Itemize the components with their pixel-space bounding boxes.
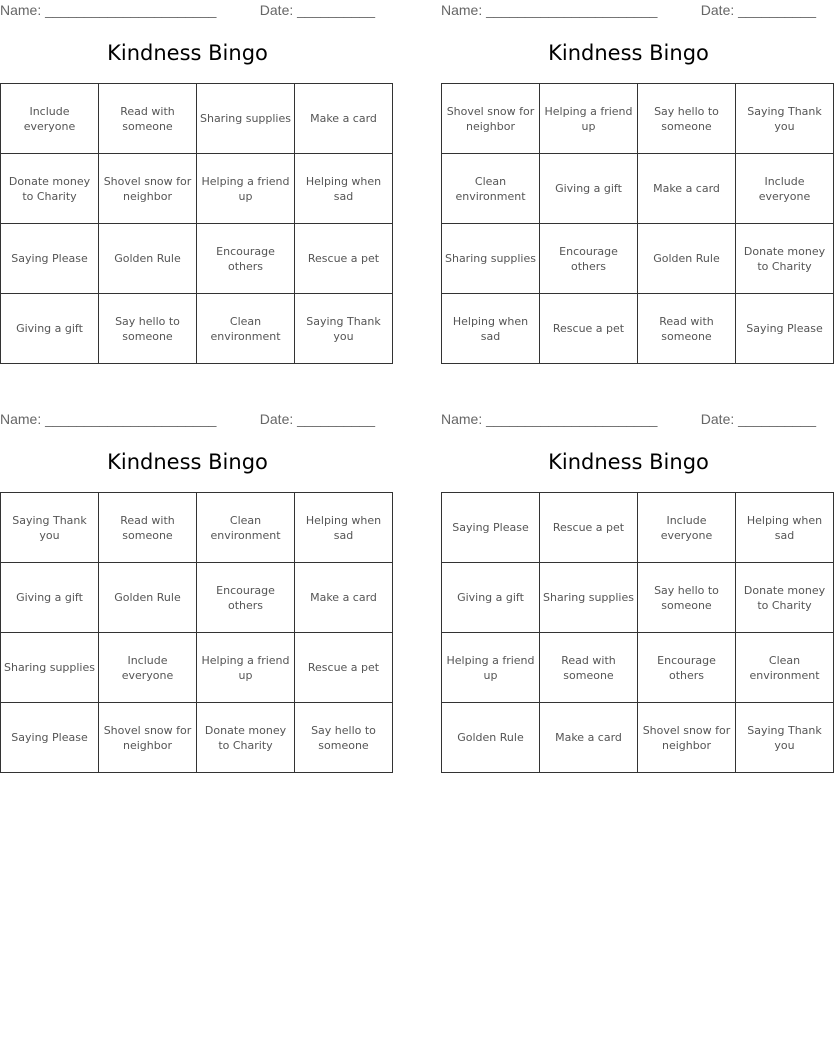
- bingo-cell: Rescue a pet: [295, 224, 393, 294]
- grid-row: [1, 154, 393, 224]
- grid-row: [442, 633, 834, 703]
- bingo-cell: Clean environment: [736, 633, 834, 703]
- grid-row: [1, 633, 393, 703]
- bingo-cell: Shovel snow for neighbor: [638, 703, 736, 773]
- grid-row: [1, 224, 393, 294]
- bingo-cell: Encourage others: [197, 563, 295, 633]
- bingo-cell: Include everyone: [99, 633, 197, 703]
- bingo-cell: Encourage others: [540, 224, 638, 294]
- bingo-cell: Sharing supplies: [540, 563, 638, 633]
- grid-row: [442, 493, 834, 563]
- bingo-cell: Say hello to someone: [99, 294, 197, 364]
- grid-row: [442, 224, 834, 294]
- bingo-cell: Helping when sad: [295, 154, 393, 224]
- bingo-cell: Read with someone: [540, 633, 638, 703]
- bingo-cell: Donate money to Charity: [736, 224, 834, 294]
- bingo-cell: Say hello to someone: [295, 703, 393, 773]
- bingo-cell: Encourage others: [197, 224, 295, 294]
- bingo-cell: Include everyone: [736, 154, 834, 224]
- card-title: Kindness Bingo: [107, 450, 268, 474]
- bingo-cell: Read with someone: [638, 294, 736, 364]
- bingo-cell: Sharing supplies: [197, 84, 295, 154]
- name-field-label: Name: ______________________: [0, 411, 217, 427]
- bingo-cell: Donate money to Charity: [736, 563, 834, 633]
- bingo-grid: [0, 492, 393, 773]
- bingo-cell: Make a card: [638, 154, 736, 224]
- bingo-cell: Rescue a pet: [540, 294, 638, 364]
- bingo-cell: Shovel snow for neighbor: [99, 703, 197, 773]
- grid-row: [1, 84, 393, 154]
- card-header: [441, 411, 816, 429]
- grid-row: [442, 563, 834, 633]
- bingo-cell: Saying Thank you: [1, 493, 99, 563]
- card-header: [441, 2, 816, 20]
- bingo-cell: Helping when sad: [295, 493, 393, 563]
- bingo-cell: Golden Rule: [638, 224, 736, 294]
- card-title: Kindness Bingo: [548, 41, 709, 65]
- bingo-cell: Saying Thank you: [295, 294, 393, 364]
- bingo-cell: Shovel snow for neighbor: [99, 154, 197, 224]
- bingo-cell: Encourage others: [638, 633, 736, 703]
- grid-row: [1, 493, 393, 563]
- bingo-cell: Helping a friend up: [197, 633, 295, 703]
- bingo-cell: Sharing supplies: [442, 224, 540, 294]
- card-title: Kindness Bingo: [548, 450, 709, 474]
- bingo-cell: Clean environment: [442, 154, 540, 224]
- card-header: [0, 2, 375, 20]
- bingo-cell: Golden Rule: [442, 703, 540, 773]
- card-header: [0, 411, 375, 429]
- bingo-cell: Sharing supplies: [1, 633, 99, 703]
- bingo-cell: Giving a gift: [540, 154, 638, 224]
- bingo-cell: Rescue a pet: [295, 633, 393, 703]
- bingo-cell: Make a card: [295, 563, 393, 633]
- bingo-cell: Golden Rule: [99, 224, 197, 294]
- grid-row: [1, 703, 393, 773]
- bingo-cell: Donate money to Charity: [197, 703, 295, 773]
- bingo-cell: Read with someone: [99, 84, 197, 154]
- bingo-cell: Include everyone: [1, 84, 99, 154]
- card-title: Kindness Bingo: [107, 41, 268, 65]
- bingo-cell: Saying Please: [1, 703, 99, 773]
- bingo-cell: Golden Rule: [99, 563, 197, 633]
- grid-row: [442, 154, 834, 224]
- bingo-grid: [441, 83, 834, 364]
- bingo-cell: Saying Please: [1, 224, 99, 294]
- bingo-cell: Helping a friend up: [442, 633, 540, 703]
- bingo-cell: Helping when sad: [442, 294, 540, 364]
- bingo-card-2: [441, 0, 826, 372]
- bingo-cell: Include everyone: [638, 493, 736, 563]
- bingo-cell: Saying Please: [442, 493, 540, 563]
- bingo-cell: Clean environment: [197, 294, 295, 364]
- bingo-cell: Giving a gift: [1, 294, 99, 364]
- name-field-label: Name: ______________________: [441, 411, 658, 427]
- bingo-cell: Helping a friend up: [197, 154, 295, 224]
- bingo-cell: Say hello to someone: [638, 84, 736, 154]
- bingo-card-3: [0, 409, 382, 781]
- bingo-cell: Donate money to Charity: [1, 154, 99, 224]
- bingo-cell: Make a card: [540, 703, 638, 773]
- bingo-cell: Giving a gift: [1, 563, 99, 633]
- grid-row: [1, 294, 393, 364]
- bingo-cell: Read with someone: [99, 493, 197, 563]
- grid-row: [1, 563, 393, 633]
- bingo-grid: [0, 83, 393, 364]
- grid-row: [442, 703, 834, 773]
- bingo-card-4: [441, 409, 826, 781]
- bingo-cell: Saying Thank you: [736, 703, 834, 773]
- name-field-label: Name: ______________________: [0, 2, 217, 18]
- bingo-cell: Giving a gift: [442, 563, 540, 633]
- bingo-grid: [441, 492, 834, 773]
- date-field-label: Date: __________: [259, 411, 375, 427]
- date-field-label: Date: __________: [700, 411, 816, 427]
- bingo-card-1: [0, 0, 382, 372]
- bingo-cell: Rescue a pet: [540, 493, 638, 563]
- name-field-label: Name: ______________________: [441, 2, 658, 18]
- bingo-cell: Saying Thank you: [736, 84, 834, 154]
- bingo-cell: Make a card: [295, 84, 393, 154]
- date-field-label: Date: __________: [700, 2, 816, 18]
- bingo-cell: Clean environment: [197, 493, 295, 563]
- bingo-cell: Helping when sad: [736, 493, 834, 563]
- bingo-cell: Shovel snow for neighbor: [442, 84, 540, 154]
- bingo-cell: Say hello to someone: [638, 563, 736, 633]
- bingo-cell: Saying Please: [736, 294, 834, 364]
- grid-row: [442, 294, 834, 364]
- bingo-cell: Helping a friend up: [540, 84, 638, 154]
- date-field-label: Date: __________: [259, 2, 375, 18]
- grid-row: [442, 84, 834, 154]
